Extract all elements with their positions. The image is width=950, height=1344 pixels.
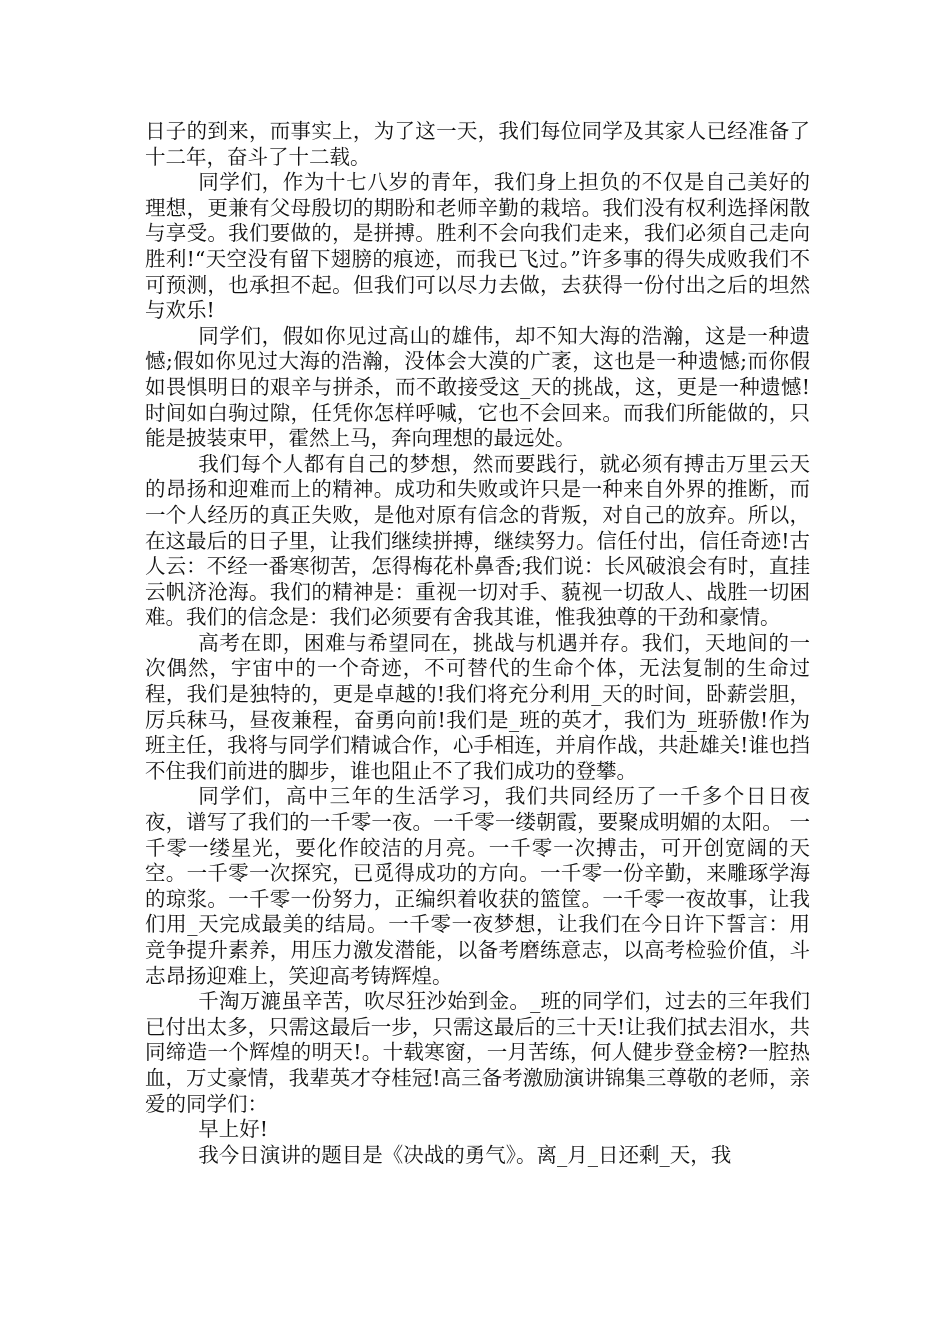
document-page (145, 119, 810, 1168)
paragraph-2: 同学们，作为十七八岁的青年，我们身上担负的不仅是自己美好的理想，更兼有父母殷切的期盼和老师辛勤的栽培。我们没有权利选择闲散与享受。我们要做的，是拼搏。胜利不会向我们走来，我们必须自己走向胜利!“天空没有留下翅膀的痕迹，而我已飞过。”许多事的得失成败我们不可预测，也承担不起。但我们可以尽力去做，去获得一份付出之后的坦然与欢乐! (145, 170, 810, 323)
paragraph-1: 日子的到来，而事实上，为了这一天，我们每位同学及其家人已经准备了十二年，奋斗了十二载。 (145, 119, 810, 169)
paragraph-6: 同学们，高中三年的生活学习，我们共同经历了一千多个日日夜夜，谱写了我们的一千零一夜。一千零一缕朝霞，要聚成明媚的太阳。 一千零一缕星光，要化作皎洁的月亮。一千零一次搏击，可开创宽阔的天空。一千零一次探究，已觅得成功的方向。一千零一份辛勤，来雕琢学海的琼浆。一千零一份努力，正编织着收获的篮筐。一千零一夜故事，让我们用_天完成最美的结局。一千零一夜梦想，让我们在今日许下誓言：用竞争提升素养，用压力激发潜能，以备考磨练意志，以高考检验价值，斗志昂扬迎难上，笑迎高考铸辉煌。 (145, 784, 810, 988)
paragraph-9: 我今日演讲的题目是《决战的勇气》。离_月_日还剩_天，我 (198, 1142, 732, 1167)
paragraph-3: 同学们，假如你见过高山的雄伟，却不知大海的浩瀚，这是一种遗憾;假如你见过大海的浩瀚，没体会大漠的广袤，这也是一种遗憾;而你假如畏惧明日的艰辛与拼杀，而不敢接受这_天的挑战，这，更是一种遗憾!时间如白驹过隙，任凭你怎样呼喊，它也不会回来。而我们所能做的，只能是披装束甲，霍然上马，奔向理想的最远处。 (145, 323, 810, 451)
paragraph-8: 早上好! (198, 1117, 269, 1142)
paragraph-5: 高考在即，困难与希望同在，挑战与机遇并存。我们，天地间的一次偶然，宇宙中的一个奇迹，不可替代的生命个体，无法复制的生命过程，我们是独特的，更是卓越的!我们将充分利用_天的时间，卧薪尝胆，厉兵秣马，昼夜兼程，奋勇向前!我们是_班的英才，我们为_班骄傲!作为班主任，我将与同学们精诚合作，心手相连，并肩作战，共赴雄关!谁也挡不住我们前进的脚步，谁也阻止不了我们成功的登攀。 (145, 630, 810, 783)
paragraph-4: 我们每个人都有自己的梦想，然而要践行，就必须有搏击万里云天的昂扬和迎难而上的精神。成功和失败或许只是一种来自外界的推断，而一个人经历的真正失败，是他对原有信念的背叛，对自己的放弃。所以，在这最后的日子里，让我们继续拼搏，继续努力。信任付出，信任奇迹!古人云：不经一番寒彻苦，怎得梅花朴鼻香;我们说：长风破浪会有时，直挂云帆济沧海。我们的精神是：重视一切对手、藐视一切敌人、战胜一切困难。我们的信念是：我们必须要有舍我其谁，惟我独尊的干劲和豪情。 (145, 451, 810, 630)
paragraph-7: 千淘万漉虽辛苦，吹尽狂沙始到金。_班的同学们，过去的三年我们已付出太多，只需这最后一步，只需这最后的三十天!让我们拭去泪水，共同缔造一个辉煌的明天!。十载寒窗，一月苦练，何人健步登金榜?一腔热血，万丈豪情，我辈英才夺桂冠!高三备考激励演讲锦集三尊敬的老师，亲爱的同学们： (145, 989, 810, 1116)
